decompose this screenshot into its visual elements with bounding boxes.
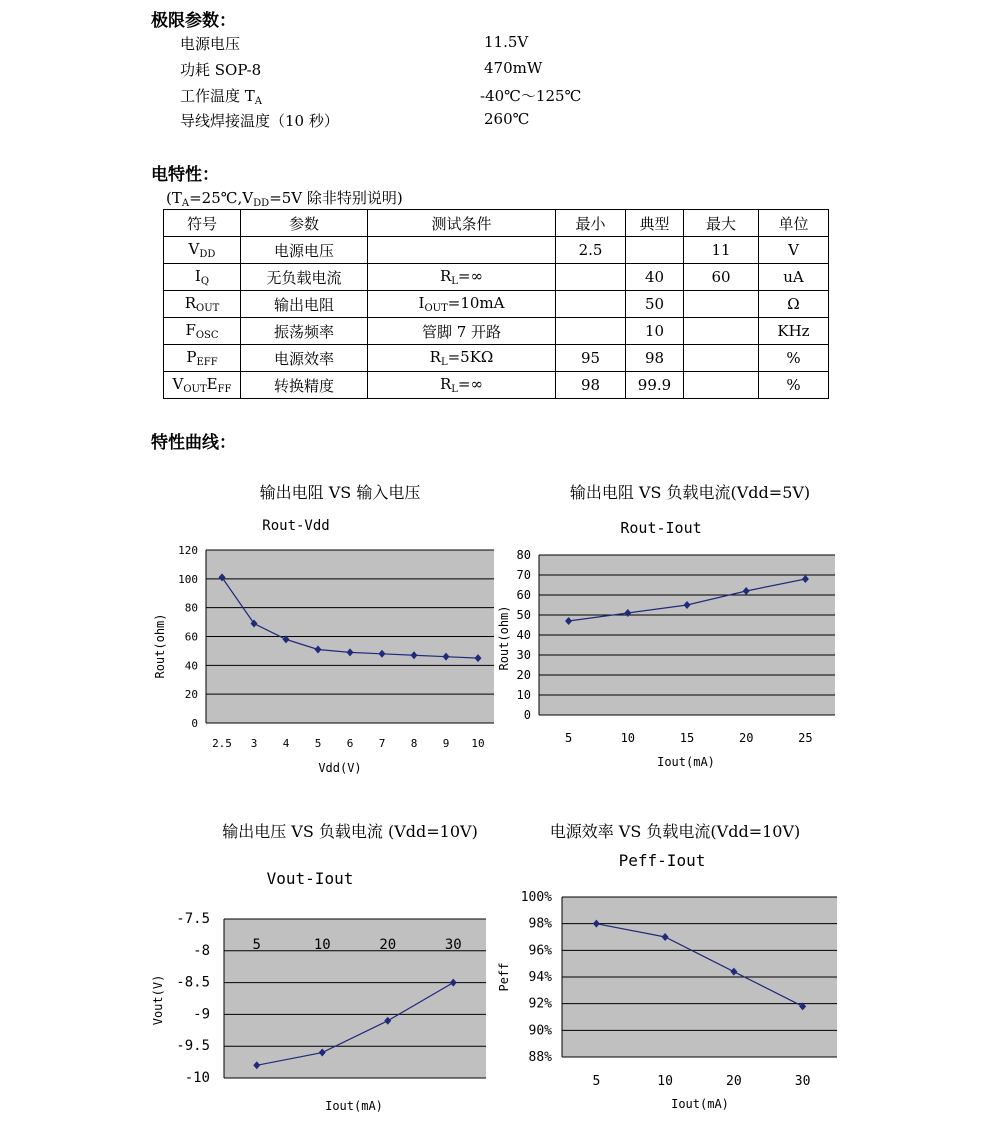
unit-cell: V (759, 237, 829, 264)
y-tick-label: -8 (193, 942, 210, 959)
y-tick-label: 70 (516, 568, 531, 582)
y-tick-label: 0 (523, 708, 531, 722)
x-tick-label: 25 (798, 731, 813, 745)
condition-cell: 管脚 7 开路 (368, 318, 556, 345)
table-row (164, 345, 829, 372)
y-tick-label: 40 (184, 659, 198, 673)
y-tick-label: 94% (528, 970, 552, 985)
table-row (164, 291, 829, 318)
x-tick-label: 10 (471, 737, 485, 750)
limit-label: 导线焊接温度（10 秒） (180, 112, 339, 130)
x-tick-label: 5 (314, 737, 322, 750)
y-tick-label: 90% (528, 1023, 552, 1039)
chart-caption: 电源效率 VS 负载电流(Vdd=10V) (549, 822, 801, 841)
chart-peff-iout (494, 842, 840, 1120)
x-tick-label: 30 (794, 1074, 811, 1089)
min-cell (556, 318, 626, 345)
max-cell (684, 291, 759, 318)
conditions-note: ($T_A=25℃,V_{DD}=5V$ 除非特别说明) (166, 189, 403, 209)
y-tick-label: 80 (184, 601, 198, 615)
unit-cell: % (759, 345, 829, 372)
x-tick-label: 3 (250, 737, 258, 750)
max-cell (684, 372, 759, 399)
y-tick-label: 88% (528, 1050, 552, 1065)
y-tick-label: 20 (516, 668, 531, 682)
x-tick-label: 10 (657, 1074, 673, 1089)
param-cell: 振荡频率 (241, 318, 368, 345)
param-cell: 输出电阻 (241, 291, 368, 318)
max-cell (684, 318, 759, 345)
x-tick-label: 20 (726, 1074, 742, 1089)
y-tick-label: 10 (516, 688, 531, 702)
limit-label: 工作温度 $T_A$ (180, 87, 263, 107)
curves-title: 特性曲线： (151, 433, 236, 453)
typ-cell: 50 (626, 291, 684, 318)
y-axis-label: Vout(V) (151, 974, 165, 1026)
x-tick-label: 6 (346, 737, 354, 750)
x-tick-label: 10 (313, 937, 331, 953)
column-header: 参数 (241, 210, 368, 237)
column-header: 单位 (759, 210, 829, 237)
y-tick-label: 50 (516, 608, 531, 622)
column-header: 典型 (626, 210, 684, 237)
table-row (164, 372, 829, 399)
table-row (164, 318, 829, 345)
limit-value: 470mW (484, 59, 543, 77)
y-tick-label: 80 (516, 548, 531, 562)
y-axis-label: Rout(ohm) (497, 605, 511, 671)
typ-cell: 98 (626, 345, 684, 372)
x-axis-label: Vdd(V) (318, 761, 362, 775)
x-tick-label: 4 (282, 737, 290, 750)
column-header: 测试条件 (368, 210, 556, 237)
max-cell (684, 345, 759, 372)
chart-caption: 输出电压 VS 负载电流 (Vdd=10V) (222, 822, 478, 841)
min-cell (556, 264, 626, 291)
param-cell: 转换精度 (241, 372, 368, 399)
x-tick-label: 20 (379, 937, 397, 953)
table-header-row (164, 210, 829, 237)
y-tick-label: 0 (191, 717, 198, 730)
limit-label: 电源电压 (180, 35, 241, 53)
x-tick-label: 9 (442, 737, 450, 750)
chart-caption: 输出电阻 VS 输入电压 (259, 483, 421, 502)
symbol-cell: $F_{OSC}$ (164, 318, 241, 345)
max-cell: 60 (684, 264, 759, 291)
y-tick-label: 60 (184, 630, 198, 644)
y-tick-label: 100% (520, 890, 552, 905)
limits-title: 极限参数： (151, 11, 236, 31)
y-tick-label: -8.5 (176, 974, 210, 991)
x-tick-label: 5 (564, 731, 573, 745)
chart-title: Peff-Iout (618, 851, 706, 870)
y-tick-label: -9.5 (176, 1038, 210, 1055)
x-tick-label: 8 (410, 737, 418, 750)
x-tick-label: 5 (252, 937, 261, 953)
typ-cell: 99.9 (626, 372, 684, 399)
condition-cell: $R_L=5K\Omega$ (368, 345, 556, 372)
y-tick-label: 100 (178, 572, 198, 586)
y-tick-label: 60 (516, 588, 531, 602)
x-tick-label: 15 (679, 731, 695, 745)
electrical-title: 电特性： (151, 165, 219, 185)
param-cell: 电源效率 (241, 345, 368, 372)
y-tick-label: 96% (528, 943, 552, 959)
unit-cell: KHz (759, 318, 829, 345)
column-header: 最小 (556, 210, 626, 237)
x-tick-label: 7 (378, 737, 386, 750)
chart-title: Rout-Iout (620, 519, 702, 537)
x-axis-label: Iout(mA) (671, 1097, 729, 1111)
min-cell (556, 291, 626, 318)
spec-table (163, 209, 829, 399)
symbol-cell: $R_{OUT}$ (164, 291, 241, 318)
limit-value: 260℃ (484, 110, 530, 128)
y-tick-label: 20 (184, 688, 198, 702)
min-cell: 95 (556, 345, 626, 372)
param-cell: 电源电压 (241, 237, 368, 264)
chart-vout-iout (148, 850, 498, 1120)
condition-cell: $I_{OUT}=10mA$ (368, 291, 556, 318)
table-row (164, 237, 829, 264)
x-tick-label: 5 (592, 1074, 601, 1089)
condition-cell (368, 237, 556, 264)
limit-value: 11.5V (484, 33, 529, 51)
condition-cell: $R_L=\infty$ (368, 372, 556, 399)
max-cell: 11 (684, 237, 759, 264)
typ-cell: 40 (626, 264, 684, 291)
unit-cell: Ω (759, 291, 829, 318)
column-header: 最大 (684, 210, 759, 237)
y-tick-label: -7.5 (176, 911, 210, 927)
unit-cell: % (759, 372, 829, 399)
unit-cell: uA (759, 264, 829, 291)
param-cell: 无负载电流 (241, 264, 368, 291)
x-axis-label: Iout(mA) (325, 1099, 383, 1113)
y-tick-label: 30 (516, 648, 531, 662)
y-tick-label: 40 (516, 628, 531, 642)
x-axis-label: Iout(mA) (657, 755, 715, 769)
chart-rout-vdd (148, 508, 498, 790)
x-tick-label: 20 (738, 731, 754, 745)
typ-cell: 10 (626, 318, 684, 345)
condition-cell: $R_L=\infty$ (368, 264, 556, 291)
x-tick-label: 2.5 (212, 737, 232, 750)
y-axis-label: Peff (497, 962, 511, 992)
y-tick-label: 92% (528, 996, 552, 1012)
x-tick-label: 10 (620, 731, 636, 745)
y-axis-label: Rout(ohm) (153, 613, 167, 679)
limit-label: 功耗 SOP-8 (180, 61, 262, 79)
symbol-cell: $V_{DD}$ (164, 237, 241, 264)
min-cell: 98 (556, 372, 626, 399)
y-tick-label: -9 (193, 1006, 210, 1023)
limit-value: -40℃～125℃ (480, 87, 582, 105)
y-tick-label: -10 (184, 1070, 210, 1086)
min-cell: 2.5 (556, 237, 626, 264)
column-header: 符号 (164, 210, 241, 237)
chart-title: Rout-Vdd (262, 518, 330, 534)
y-tick-label: 98% (528, 916, 552, 932)
symbol-cell: $I_Q$ (164, 264, 241, 291)
chart-caption: 输出电阻 VS 负载电流(Vdd=5V) (569, 483, 811, 502)
y-tick-label: 120 (178, 544, 198, 557)
typ-cell (626, 237, 684, 264)
symbol-cell: $V_{OUT}E_{FF}$ (164, 372, 241, 399)
symbol-cell: $P_{EFF}$ (164, 345, 241, 372)
chart-rout-iout (494, 508, 838, 774)
x-tick-label: 30 (444, 937, 462, 953)
chart-title: Vout-Iout (266, 869, 354, 888)
table-row (164, 264, 829, 291)
